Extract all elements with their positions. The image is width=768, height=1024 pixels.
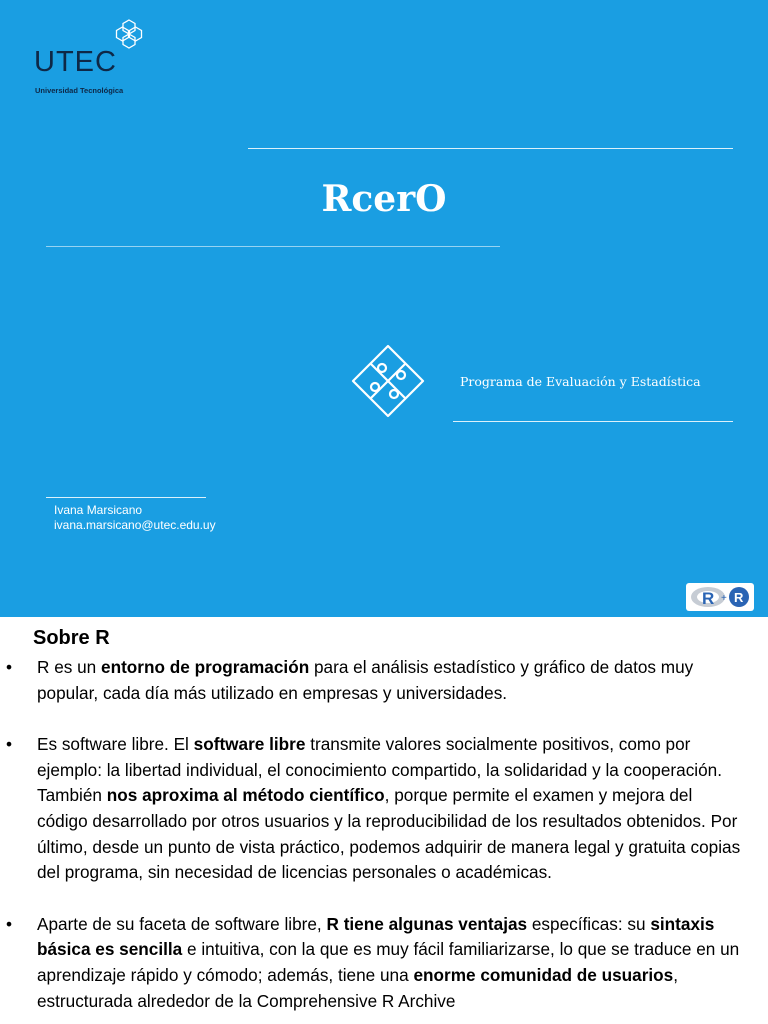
r-logo-badge [686, 583, 754, 611]
bullet-item: • R es un entorno de programación para el análisis estadístico y gráfico de datos muy popular, cada día más utilizado en empresas y universidades. [6, 657, 694, 703]
bullet-marker: • [6, 657, 13, 677]
r-logo-icon [688, 585, 752, 609]
svg-text:R: R [734, 590, 744, 605]
bullet-item: • Aparte de su faceta de software libre, R tiene algunas ventajas específicas: su sintaxis básica es sencilla e intuitiva, con la que es muy fácil familiarizarse, lo que se traduce en un aprendizaje rápido y cómodo; además, tiene una enorme comunidad de usuarios, estructurada alrededor de la Comprehensive R Archive [6, 913, 740, 1011]
content-slide [0, 617, 768, 1024]
title-underline [46, 246, 500, 247]
logo-wordmark: UTEC [34, 46, 117, 78]
utec-logo [34, 18, 174, 98]
author-name: Ivana Marsicano [54, 503, 143, 517]
svg-text:R: R [702, 589, 715, 608]
puzzle-icon [350, 343, 426, 419]
author-email: ivana.marsicano@utec.edu.uy [54, 518, 216, 532]
section-heading: Sobre R [33, 627, 110, 649]
presentation-title: RcerO [321, 178, 447, 220]
bullet-marker: • [6, 913, 13, 934]
utec-logo-icon [114, 18, 144, 50]
top-rule [248, 148, 733, 149]
bullet-list [0, 655, 768, 1024]
program-name: Programa de Evaluación y Estadística [460, 374, 701, 389]
bullet-item: • Es software libre. El software libre transmite valores socialmente positivos, como por ejemplo: la libertad individual, el conocimiento compartido, la solidaridad y la cooperación. También nos aproxima al método científico, porque permite el examen y mejora del código desarrollado por otros usuarios y la reproducibilidad de los resultados obtenidos. Por último, desde un punto de vista práctico, podemos adquirir de manera legal y gratuita copias del programa, sin necesidad de licencias personales o académicas. [6, 734, 741, 883]
author-rule [46, 497, 206, 498]
bullet-marker: • [6, 734, 13, 755]
program-underline [453, 421, 733, 422]
author-block [54, 503, 216, 533]
logo-subtitle: Universidad Tecnológica [35, 86, 124, 95]
svg-text:+: + [721, 593, 727, 604]
